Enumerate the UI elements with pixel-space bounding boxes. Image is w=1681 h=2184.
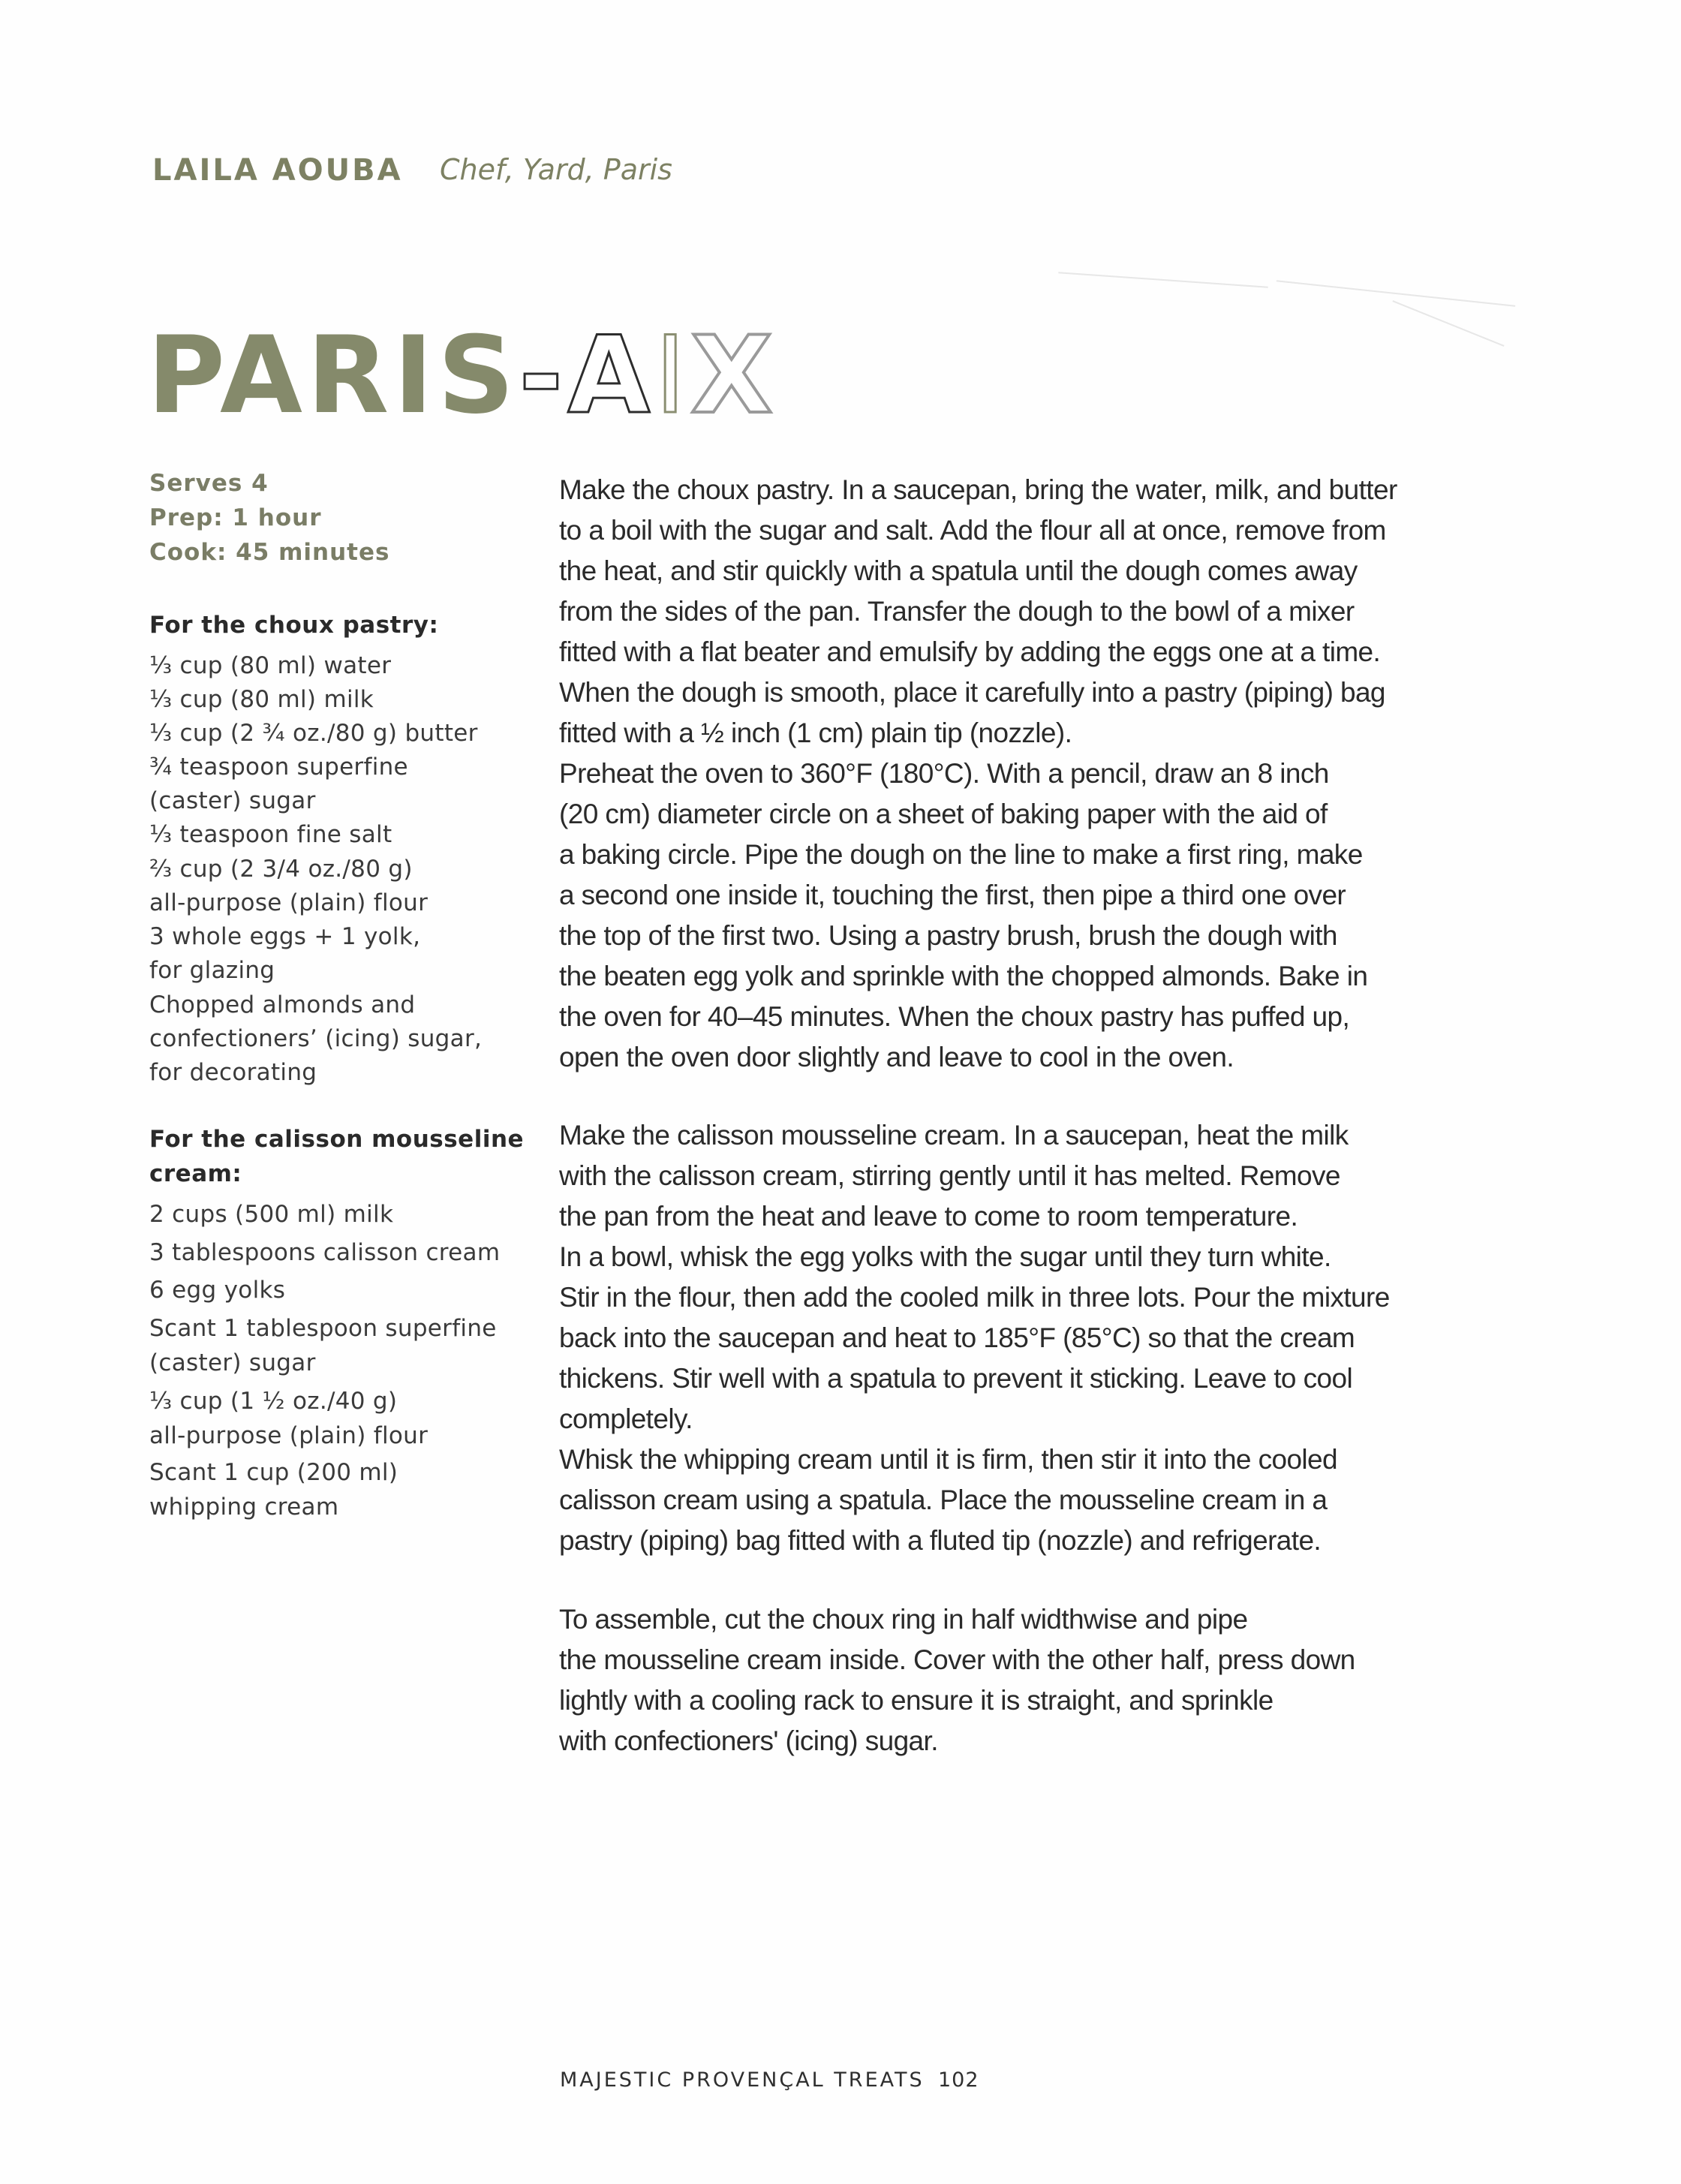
mousseline-ingredients-heading: For the calisson mousseline	[149, 1126, 525, 1153]
ingredient-line: ¾ teaspoon superfine	[149, 754, 408, 781]
method-line: the pan from the heat and leave to come to room temperature.	[559, 1201, 1298, 1232]
method-line: (20 cm) diameter circle on a sheet of baking paper with the aid of	[559, 799, 1328, 829]
method-line: completely.	[559, 1403, 693, 1434]
method-line: Stir in the flour, then add the cooled milk in three lots. Pour the mixture	[559, 1282, 1390, 1313]
method-line: Make the choux pastry. In a saucepan, bring the water, milk, and butter	[559, 474, 1397, 505]
method-line: Whisk the whipping cream until it is firm, then stir it into the cooled	[559, 1444, 1338, 1475]
ingredient-line: all-purpose (plain) flour	[149, 889, 429, 916]
recipe-title	[147, 314, 777, 438]
ingredient-line: 3 whole eggs + 1 yolk,	[149, 923, 421, 950]
method-line: the top of the first two. Using a pastry brush, brush the dough with	[559, 920, 1337, 951]
method-line: When the dough is smooth, place it carefully into a pastry (piping) bag	[559, 677, 1385, 708]
ingredient-line: ⅔ cup (2 3/4 oz./80 g)	[149, 856, 413, 883]
method-line: thickens. Stir well with a spatula to prevent it sticking. Leave to cool	[559, 1363, 1353, 1394]
ingredient-line: Scant 1 tablespoon superfine	[149, 1315, 497, 1342]
choux-ingredients-heading: For the choux pastry:	[149, 612, 439, 639]
scan-artifact	[1058, 272, 1268, 288]
ingredient-line: for decorating	[149, 1059, 317, 1086]
method-line: with the calisson cream, stirring gently until it has melted. Remove	[559, 1160, 1340, 1191]
method-line: open the oven door slightly and leave to cool in the oven.	[559, 1042, 1234, 1072]
method-line: To assemble, cut the choux ring in half widthwise and pipe	[559, 1604, 1248, 1635]
method-line: lightly with a cooling rack to ensure it is straight, and sprinkle	[559, 1685, 1274, 1716]
ingredient-line: for glazing	[149, 957, 275, 984]
ingredient-line: ⅓ cup (2 ¾ oz./80 g) butter	[149, 720, 478, 747]
method-line: Preheat the oven to 360°F (180°C). With a pencil, draw an 8 inch	[559, 758, 1329, 789]
method-line: calisson cream using a spatula. Place the mousseline cream in a	[559, 1485, 1328, 1515]
ingredient-line: 3 tablespoons calisson cream	[149, 1239, 501, 1266]
scan-artifact	[1392, 300, 1504, 347]
method-line: the oven for 40–45 minutes. When the choux pastry has puffed up,	[559, 1001, 1350, 1032]
ingredient-line: confectioners’ (icing) sugar,	[149, 1025, 483, 1052]
ingredient-line: (caster) sugar	[149, 1349, 316, 1376]
ingredient-line: whipping cream	[149, 1494, 339, 1521]
method-line: fitted with a ½ inch (1 cm) plain tip (nozzle).	[559, 717, 1072, 748]
method-line: fitted with a flat beater and emulsify by adding the eggs one at a time.	[559, 636, 1381, 667]
method-line: a baking circle. Pipe the dough on the line to make a first ring, make	[559, 839, 1363, 870]
method-line: In a bowl, whisk the egg yolks with the sugar until they turn white.	[559, 1241, 1331, 1272]
title-letter-x: X	[690, 314, 777, 438]
method-line: the beaten egg yolk and sprinkle with the chopped almonds. Bake in	[559, 961, 1368, 991]
title-letter-a: A	[567, 314, 655, 438]
title-dash: -	[519, 314, 568, 438]
ingredient-line: Scant 1 cup (200 ml)	[149, 1459, 398, 1486]
method-line: from the sides of the pan. Transfer the dough to the bowl of a mixer	[559, 596, 1355, 627]
ingredient-line: ⅓ cup (80 ml) milk	[149, 686, 374, 713]
method-line: a second one inside it, touching the first, then pipe a third one over	[559, 880, 1346, 910]
chef-role: Chef, Yard, Paris	[440, 153, 672, 186]
method-line: the heat, and stir quickly with a spatula until the dough comes away	[559, 555, 1358, 586]
footer-section-title: MAJESTIC PROVENÇAL TREATS	[560, 2068, 925, 2092]
ingredient-line: Chopped almonds and	[149, 991, 416, 1018]
method-line: to a boil with the sugar and salt. Add the flour all at once, remove from	[559, 515, 1386, 546]
prep-time: Prep: 1 hour	[149, 504, 322, 531]
title-letter-i: I	[654, 314, 691, 438]
serves-info: Serves 4	[149, 470, 269, 497]
method-line: back into the saucepan and heat to 185°F (85°C) so that the cream	[559, 1322, 1355, 1353]
method-line: pastry (piping) bag fitted with a fluted tip (nozzle) and refrigerate.	[559, 1525, 1322, 1556]
method-line: the mousseline cream inside. Cover with the other half, press down	[559, 1644, 1355, 1675]
title-paris: PARIS	[147, 314, 519, 438]
ingredient-line: (caster) sugar	[149, 787, 316, 814]
ingredient-line: ⅓ teaspoon fine salt	[149, 821, 392, 848]
chef-name: LAILA AOUBA	[152, 153, 403, 188]
method-line: Make the calisson mousseline cream. In a saucepan, heat the milk	[559, 1120, 1349, 1151]
method-line: with confectioners' (icing) sugar.	[559, 1725, 938, 1756]
mousseline-ingredients-heading-cont: cream:	[149, 1160, 242, 1187]
cook-time: Cook: 45 minutes	[149, 539, 390, 566]
ingredient-line: all-purpose (plain) flour	[149, 1422, 429, 1449]
ingredient-line: ⅓ cup (1 ½ oz./40 g)	[149, 1388, 398, 1415]
ingredient-line: ⅓ cup (80 ml) water	[149, 652, 392, 679]
page-number: 102	[938, 2068, 979, 2092]
ingredient-line: 2 cups (500 ml) milk	[149, 1201, 394, 1228]
ingredient-line: 6 egg yolks	[149, 1277, 286, 1304]
